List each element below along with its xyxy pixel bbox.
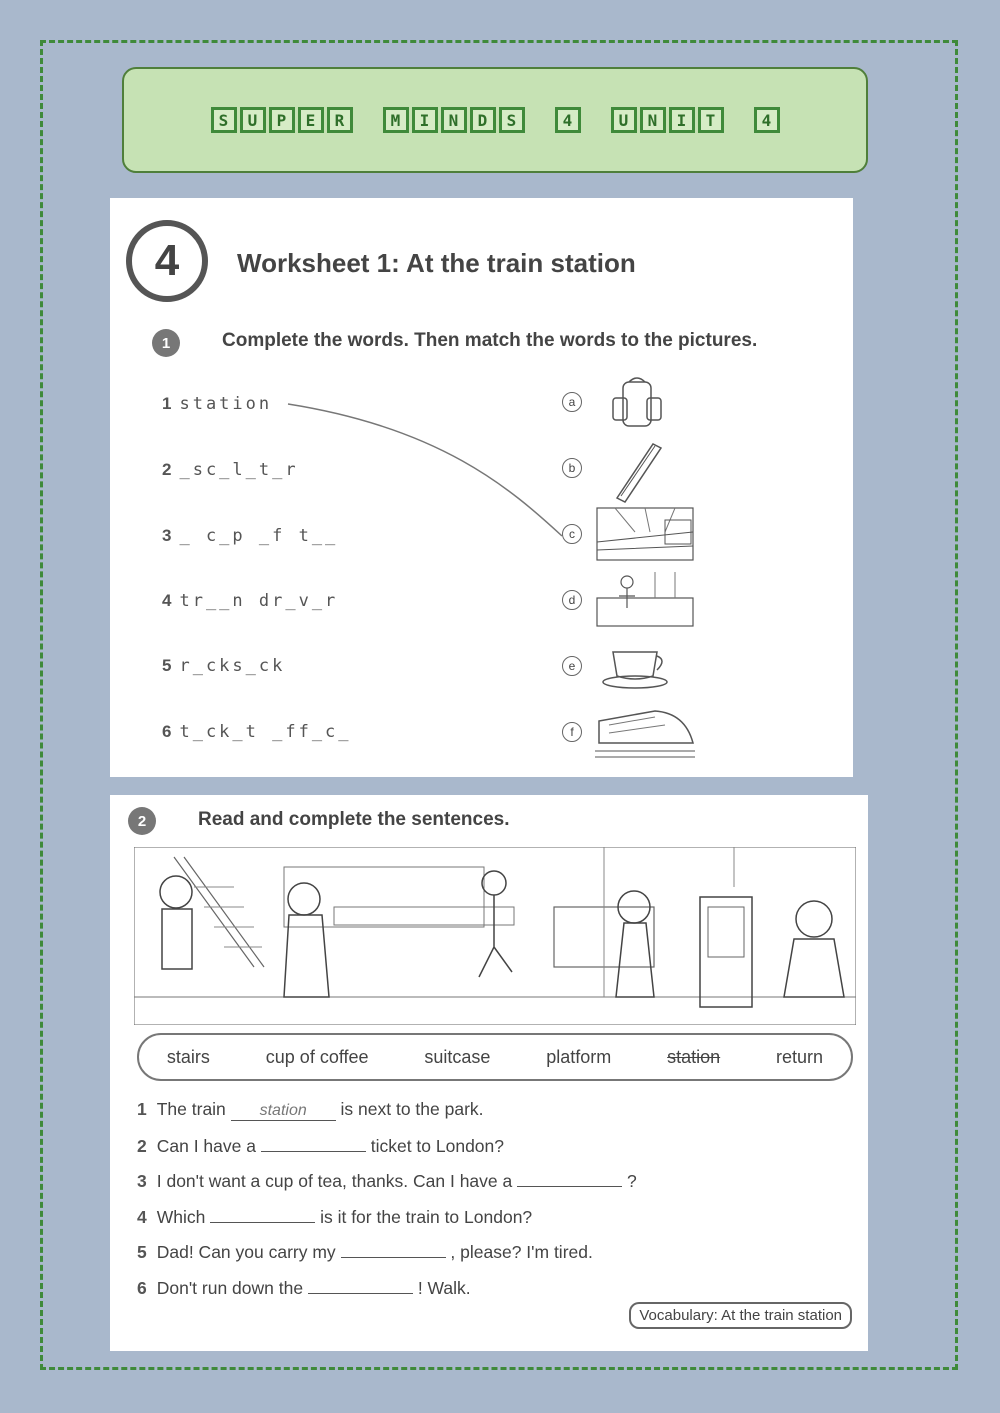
sentence-text-after: ? (622, 1171, 637, 1191)
answer-blank[interactable] (341, 1241, 446, 1258)
title-char: N (640, 107, 666, 133)
train-picture (595, 703, 695, 761)
sentence (137, 1206, 532, 1228)
title-char: E (298, 107, 324, 133)
sentence-text-after: ticket to London? (365, 1135, 504, 1156)
coffee-cup-picture (595, 642, 675, 690)
word-bank-item: platform (546, 1046, 612, 1067)
title-char: T (698, 107, 724, 133)
title-word (754, 107, 780, 133)
sentence-text-before: Can I have a (156, 1135, 261, 1156)
exercise-2-instruction: Read and complete the sentences. (198, 809, 510, 830)
sentence-text-after: ! Walk. (412, 1277, 471, 1298)
worksheet-2 (110, 795, 868, 1351)
sentence-text-before: The train (156, 1099, 231, 1119)
answer-blank[interactable] (517, 1170, 622, 1187)
word-bank-item: cup of coffee (265, 1046, 369, 1067)
title-char: R (327, 107, 353, 133)
word-bank-item: station (667, 1046, 721, 1067)
exercise-1-instruction: Complete the words. Then match the words to the pictures. (222, 330, 758, 351)
picture-option-letter: a (562, 392, 582, 412)
exercise-2-number: 2 (128, 807, 156, 835)
title-char: P (269, 107, 295, 133)
word-item-text: _sc_l_t_r (179, 460, 299, 480)
escalator-picture (595, 438, 675, 504)
sentence-text-before: Dad! Can you carry my (156, 1242, 341, 1262)
word-item-number: 5 (162, 656, 172, 675)
sentence-text-after: is it for the train to London? (315, 1206, 533, 1227)
word-bank-item: return (776, 1046, 824, 1067)
ticket-office-picture (595, 568, 695, 630)
title-word (211, 107, 353, 133)
word-item-text: tr__n dr_v_r (179, 591, 339, 611)
unit-number-badge: 4 (126, 220, 208, 302)
sentence-number: 2 (137, 1135, 147, 1156)
sentence (137, 1099, 484, 1121)
word-bank (137, 1033, 853, 1081)
sentence-text-after: is next to the park. (335, 1099, 484, 1119)
title-word (555, 107, 581, 133)
word-item-text: r_cks_ck (179, 656, 286, 676)
word-item (162, 722, 352, 742)
title-char: M (383, 107, 409, 133)
title-char: I (412, 107, 438, 133)
word-item-number: 6 (162, 722, 172, 741)
picture-option-letter: d (562, 590, 582, 610)
sentence (137, 1241, 593, 1263)
sentence-number: 5 (137, 1242, 147, 1262)
title-word (383, 107, 525, 133)
title-word (611, 107, 724, 133)
title-char: 4 (754, 107, 780, 133)
worksheet-title: Worksheet 1: At the train station (237, 248, 636, 278)
word-item-text: _ c_p _f t__ (179, 526, 339, 546)
sentence (137, 1170, 637, 1192)
picture-option-letter: c (562, 524, 582, 544)
sentence-number: 1 (137, 1099, 147, 1119)
picture-option-letter: f (562, 722, 582, 742)
word-item-number: 4 (162, 591, 172, 610)
sentence-text-before: I don't want a cup of tea, thanks. Can I have a (156, 1171, 518, 1191)
sentence-number: 4 (137, 1206, 147, 1227)
word-item (162, 394, 272, 414)
word-item (162, 591, 338, 611)
word-item (162, 526, 338, 546)
answer-blank[interactable] (261, 1135, 366, 1152)
answer-blank[interactable] (308, 1277, 413, 1294)
word-item (162, 656, 285, 676)
sentence-number: 6 (137, 1277, 147, 1298)
title-char: S (499, 107, 525, 133)
match-line (110, 198, 853, 777)
title-char: D (470, 107, 496, 133)
word-item (162, 460, 299, 480)
answer-blank[interactable] (210, 1206, 315, 1223)
word-item-text: t_ck_t _ff_c_ (179, 722, 352, 742)
platform-picture (595, 502, 695, 564)
word-bank-item: stairs (166, 1046, 210, 1067)
vocabulary-tag: Vocabulary: At the train station (629, 1302, 852, 1329)
rucksack-picture (595, 374, 675, 434)
sentence (137, 1277, 471, 1299)
title-char: U (240, 107, 266, 133)
title-banner (122, 67, 868, 173)
exercise-1-number: 1 (152, 329, 180, 357)
title-char: N (441, 107, 467, 133)
sentence (137, 1135, 504, 1157)
train-station-scene-illustration (134, 847, 856, 1025)
word-bank-item: suitcase (424, 1046, 491, 1067)
picture-option-letter: e (562, 656, 582, 676)
picture-option-letter: b (562, 458, 582, 478)
sentence-text-after: , please? I'm tired. (445, 1242, 593, 1262)
word-item-text: station (179, 394, 273, 414)
word-item-number: 2 (162, 460, 172, 479)
sentence-text-before: Which (156, 1206, 211, 1227)
title-char: 4 (555, 107, 581, 133)
answer-blank[interactable]: station (231, 1104, 336, 1121)
word-item-number: 1 (162, 394, 172, 413)
title-char: S (211, 107, 237, 133)
worksheet-1 (110, 198, 853, 777)
sentence-number: 3 (137, 1171, 147, 1191)
title-char: I (669, 107, 695, 133)
sentence-text-before: Don't run down the (156, 1277, 308, 1298)
word-item-number: 3 (162, 526, 172, 545)
title-char: U (611, 107, 637, 133)
